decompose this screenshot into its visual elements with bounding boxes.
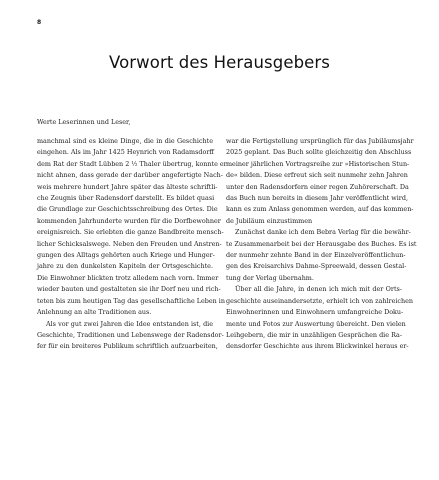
- text-line: teten bis zum heutigen Tag das gesellschaftliche Leben in: [37, 296, 225, 305]
- text-line: tung der Verlag übernahm.: [226, 273, 314, 282]
- text-line: de« bilden. Diese erfreut sich seit nunmehr zehn Jahren: [226, 171, 408, 180]
- text-line: unter den Radensdorfern einer regen Zuhörerschaft. Da: [226, 182, 409, 191]
- text-line: gen des Kreisarchivs Dahme-Spreewald, dessen Gestal-: [226, 262, 407, 271]
- text-line: Über all die Jahre, in denen ich mich mit der Orts-: [235, 285, 402, 294]
- text-line: ereignisreich. Sie erlebten die ganze Bandbreite mensch-: [37, 228, 224, 237]
- text-line: wieder bauten und gestalteten sie ihr Dorf neu und rich-: [37, 285, 221, 294]
- text-line: gungen des Alltags gehörten auch Kriege und Hunger-: [37, 251, 215, 260]
- text-line: che Zeugnis über Radensdorf darstellt. Es bildet quasi: [37, 194, 215, 203]
- text-line: Als vor gut zwei Jahren die Idee entstanden ist, die: [46, 319, 213, 328]
- text-line: kann es zum Anlass genommen werden, auf das kommen-: [226, 205, 414, 214]
- text-line: manchmal sind es kleine Dinge, die in die Geschichte: [37, 137, 213, 145]
- text-line: te Zusammenarbeit bei der Herausgabe des Buches. Es ist: [226, 239, 417, 248]
- text-line: de Jubiläum einzustimmen: [226, 216, 313, 225]
- text-line: die Grundlage zur Geschichtsschreibung des Ortes. Die: [37, 205, 218, 214]
- salutation: Werte Leserinnen und Leser,: [37, 118, 131, 126]
- text-line: fer für ein breiteres Publikum schriftlich aufzuarbeiten,: [37, 342, 218, 351]
- text-line: Anlehnung an alte Traditionen aus.: [37, 308, 152, 317]
- text-line: nicht ahnen, dass gerade der darüber angefertigte Nach-: [37, 171, 223, 180]
- text-line: das Buch nun bereits in diesem Jahr veröffentlicht wird,: [226, 194, 408, 203]
- right-text-column: [226, 136, 417, 353]
- page-number: 8: [37, 19, 42, 26]
- text-line: Zunächst danke ich dem Bebra Verlag für die bewähr-: [235, 228, 411, 237]
- text-line: Leihgebern, die mir in unzähligen Gesprächen die Ra-: [226, 330, 402, 339]
- text-line: war die Fertigstellung ursprünglich für das Jubiläumsjahr: [226, 137, 414, 145]
- text-line: geschichte auseinandersetzte, erhielt ich von zahlreichen: [226, 296, 413, 305]
- text-line: der nunmehr zehnte Band in der Einzelveröffentlichun-: [226, 251, 406, 260]
- text-line: mente und Fotos zur Auswertung übereicht. Den vielen: [226, 319, 406, 328]
- text-line: kommenden Jahrhunderte wurden für die Dorfbewohner: [37, 216, 221, 225]
- text-line: eingehen. Als im Jahr 1425 Heynrich von Radamsdorff: [37, 148, 214, 157]
- text-line: Die Einwohner blickten trotz alledem nach vorn. Immer: [37, 273, 219, 282]
- text-line: Geschichte, Traditionen und Lebenswege der Radensdor-: [37, 330, 224, 339]
- text-line: weis mehrere hundert Jahre später das älteste schriftli-: [37, 182, 218, 191]
- text-line: dem Rat der Stadt Lübben 2 ½ Thaler übertrug, konnte er: [37, 159, 227, 168]
- page-title: Vorwort des Herausgebers: [109, 53, 330, 73]
- text-line: 2025 geplant. Das Buch sollte gleichzeitig den Abschluss: [226, 148, 412, 157]
- text-line: jahre zu den dunkelsten Kapiteln der Ortsgeschichte.: [37, 262, 213, 271]
- text-line: densdorfer Geschichte aus ihrem Blickwinkel heraus er-: [226, 342, 409, 351]
- text-line: licher Schicksalswege. Neben den Freuden und Anstren-: [37, 239, 222, 248]
- left-text-column: [37, 136, 227, 353]
- text-line: meiner jährlichen Vortragsreihe zur »Historischen Stun-: [226, 159, 410, 168]
- text-line: Einwohnerinnen und Einwohnern umfangreiche Doku-: [226, 308, 404, 317]
